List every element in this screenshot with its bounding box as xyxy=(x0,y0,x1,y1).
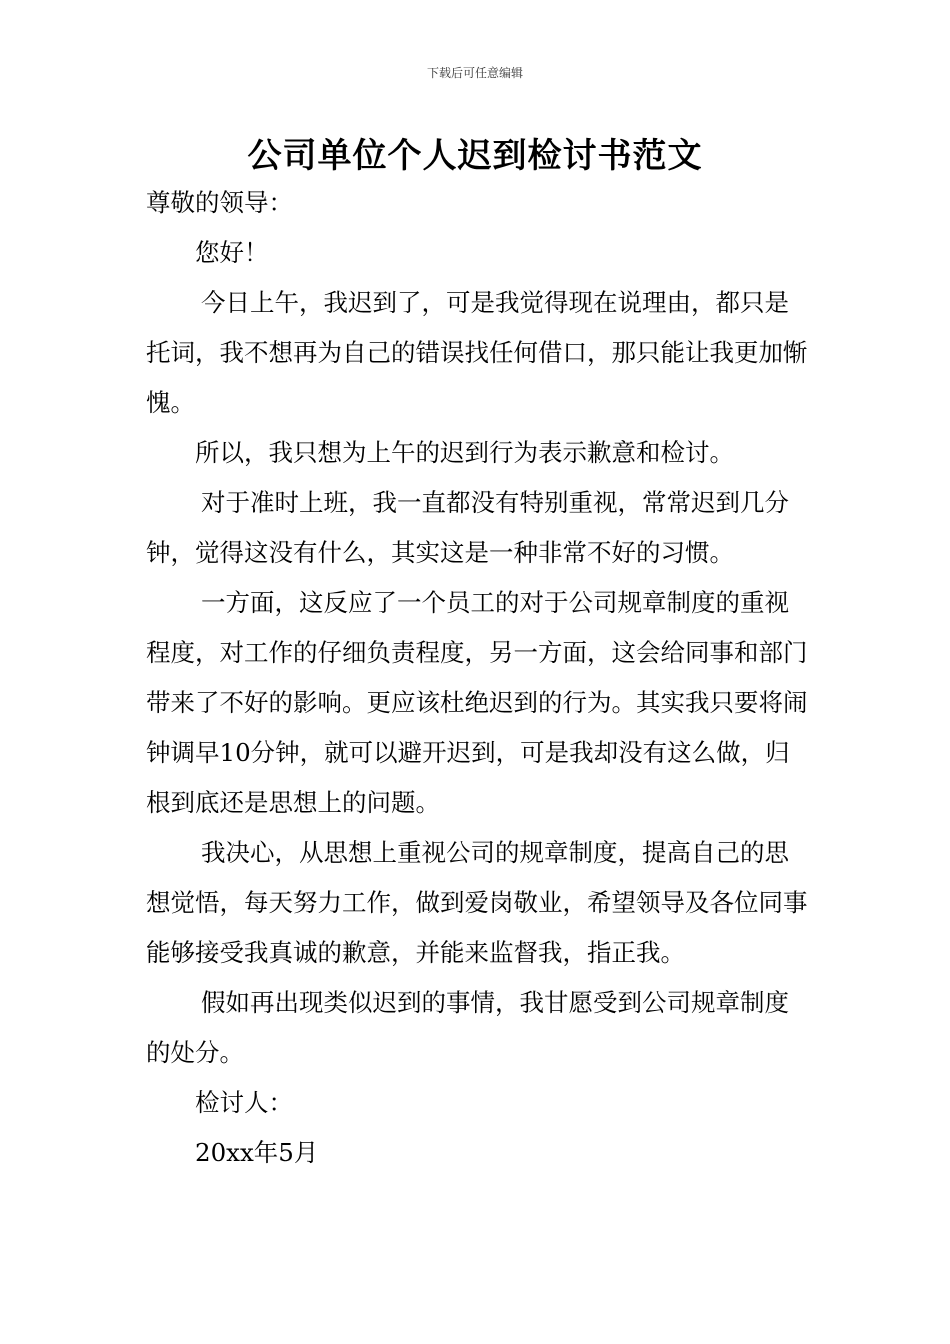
document-title: 公司单位个人迟到检讨书范文 xyxy=(247,136,703,176)
document-body xyxy=(146,178,810,1178)
paragraph-2: 所以，我只想为上午的迟到行为表示歉意和检讨。 xyxy=(195,438,734,467)
document-date: 20xx年5月 xyxy=(195,1138,319,1167)
salutation: 尊敬的领导： xyxy=(146,188,293,217)
greeting: 您好！ xyxy=(195,238,269,267)
paragraph-5: 我决心，从思想上重视公司的规章制度，提高自己的思想觉悟，每天努力工作，做到爱岗敬业，希望领导及各位同事能够接受我真诚的歉意，并能来监督我，指正我。 xyxy=(146,838,808,967)
header-note: 下载后可任意编辑 xyxy=(426,66,523,80)
paragraph-4: 一方面，这反应了一个员工的对于公司规章制度的重视程度，对工作的仔细负责程度，另一方面，这会给同事和部门带来了不好的影响。更应该杜绝迟到的行为。其实我只要将闹钟调早10分钟，就可以避开迟到，可是我却没有这么做，归根到底还是思想上的问题。 xyxy=(146,588,808,817)
paragraph-6: 假如再出现类似迟到的事情，我甘愿受到公司规章制度的处分。 xyxy=(146,988,789,1067)
paragraph-3: 对于准时上班，我一直都没有特别重视，常常迟到几分钟，觉得这没有什么，其实这是一种非常不好的习惯。 xyxy=(146,488,789,567)
paragraph-1: 今日上午，我迟到了，可是我觉得现在说理由，都只是托词，我不想再为自己的错误找任何借口，那只能让我更加惭愧。 xyxy=(146,288,808,417)
signature-label: 检讨人： xyxy=(195,1088,293,1117)
